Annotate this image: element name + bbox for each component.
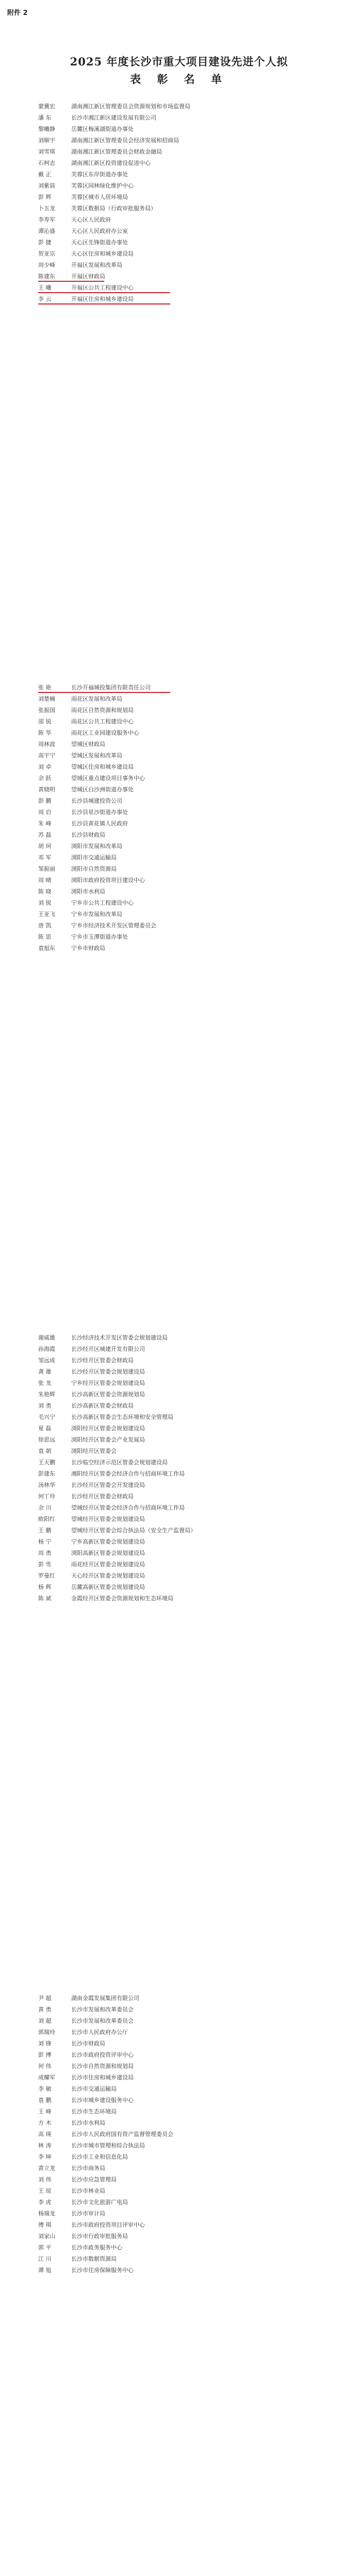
work-unit: 长沙经开区管委会规划建设局 [71, 1368, 145, 1375]
section-2 [38, 682, 327, 954]
list-item [38, 807, 327, 818]
section-3 [38, 1332, 327, 1604]
list-item [38, 2185, 327, 2197]
work-unit: 长沙高新区管委会生态环境和安全管理局 [71, 1414, 173, 1420]
person-name: 谭沁盛 [38, 228, 55, 234]
person-name: 朱艳辉 [38, 1391, 55, 1398]
list-item [38, 1993, 327, 2004]
list-item [38, 863, 327, 875]
list-item [38, 784, 327, 795]
person-name: 张 艳 [38, 684, 52, 691]
person-name: 黄立龙 [38, 2165, 55, 2172]
list-item [38, 943, 327, 954]
person-name: 刘 锋 [38, 2040, 52, 2047]
list-item [38, 920, 327, 931]
list-item [38, 2083, 327, 2095]
list-item [38, 2106, 327, 2117]
person-name: 成耀军 [38, 2074, 55, 2081]
person-name: 尹 超 [38, 1995, 52, 2002]
work-unit: 芙蓉区数据局（行政审批服务局） [71, 205, 156, 212]
work-unit: 长沙经开区城建开发有限公司 [71, 1346, 145, 1352]
work-unit: 长沙市发展和改革委员会 [71, 2006, 134, 2013]
list-item [38, 1434, 327, 1446]
list-item [38, 1582, 327, 1593]
person-name: 刘 超 [38, 2018, 52, 2024]
list-item [38, 693, 327, 705]
list-item [38, 1457, 327, 1468]
person-name: 朱 峰 [38, 820, 52, 827]
list-item [38, 226, 327, 237]
person-name: 蒙冀宏 [38, 103, 55, 110]
person-name: 卜五龙 [38, 205, 55, 212]
list-item [38, 727, 327, 739]
person-name: 陈 思 [38, 934, 52, 940]
list-item [38, 886, 327, 897]
list-item [38, 875, 327, 886]
work-unit: 望城经开区管委会规划建设局 [71, 1516, 145, 1522]
work-unit: 长沙市城乡建设服务中心 [71, 2097, 134, 2104]
work-unit: 浏阳市政府投资项目建设中心 [71, 877, 145, 884]
work-unit: 雨花区自然资源和规划局 [71, 707, 134, 714]
person-name: 陈建东 [38, 273, 55, 280]
list-item [38, 158, 327, 169]
work-unit: 浏阳市自然资源局 [71, 866, 117, 872]
work-unit: 长沙市政府投资评审中心 [71, 2052, 134, 2058]
person-name: 刘家山 [38, 2233, 55, 2240]
list-item [38, 682, 327, 693]
person-name: 黄 勇 [38, 2006, 52, 2013]
list-item [38, 1332, 327, 1344]
work-unit: 长沙市交通运输局 [71, 2086, 117, 2092]
list-item [38, 1412, 327, 1423]
list-item [38, 2072, 327, 2083]
person-name: 石柯志 [38, 160, 55, 166]
person-name: 周少峰 [38, 262, 55, 268]
person-name: 杨 辉 [38, 1584, 52, 1590]
list-item [38, 260, 327, 271]
page-title: 2025 年度长沙市重大项目建设先进个人拟 [70, 55, 288, 68]
work-unit: 长沙市应急管理局 [71, 2176, 117, 2183]
list-item [38, 146, 327, 158]
person-name: 刘 勇 [38, 1402, 52, 1409]
person-name: 胡 珂 [38, 843, 52, 850]
person-name: 周林波 [38, 741, 55, 748]
list-item [38, 1400, 327, 1412]
person-name: 孙海霞 [38, 1346, 55, 1352]
person-name: 李寿军 [38, 216, 55, 223]
list-item [38, 1344, 327, 1355]
person-name: 彭建东 [38, 1470, 55, 1477]
person-name: 刘紫晨 [38, 182, 55, 189]
work-unit: 望城经开区管委会经济合作与招商环境工作局 [71, 1504, 185, 1511]
person-name: 余 川 [38, 1504, 52, 1511]
list-item [38, 818, 327, 829]
work-unit: 岳麓区梅溪湖街道办事处 [71, 126, 134, 132]
person-name: 郭瑞玲 [38, 2029, 55, 2036]
work-unit: 长沙市商务局 [71, 2165, 105, 2172]
work-unit: 宁乡市玉潭街道办事处 [71, 934, 128, 940]
list-item [38, 2208, 327, 2219]
list-item [38, 203, 327, 214]
person-name: 李 敏 [38, 2086, 52, 2092]
work-unit: 天心区人民政府办公室 [71, 228, 128, 234]
section-4 [38, 1993, 327, 2276]
person-name: 高宇宁 [38, 752, 55, 759]
work-unit: 长沙市住房和城乡建设局 [71, 2074, 134, 2081]
work-unit: 宁乡经开区管委会规划建设局 [71, 1380, 145, 1386]
person-name: 戴 正 [38, 171, 52, 178]
attachment-label: 附件 2 [7, 9, 28, 17]
list-item [38, 1378, 327, 1389]
person-name: 王 峰 [38, 2108, 52, 2115]
work-unit: 雨花区公共工程建设中心 [71, 718, 134, 725]
list-item [38, 705, 327, 716]
work-unit: 长沙经济技术开发区管委会规划建设局 [71, 1334, 168, 1341]
work-unit: 浏阳市交通运输局 [71, 854, 117, 861]
work-unit: 长沙市住房保障服务中心 [71, 2267, 134, 2274]
work-unit: 望城区住房和城乡建设局 [71, 764, 134, 770]
person-name: 王天鹏 [38, 1459, 55, 1466]
person-name: 刘顺宇 [38, 137, 55, 144]
work-unit: 长沙市政务服务中心 [71, 2244, 122, 2251]
list-item [38, 1355, 327, 1366]
red-underline-mark [38, 303, 170, 304]
person-name: 高 瑛 [38, 2131, 52, 2138]
list-item [38, 909, 327, 920]
list-item [38, 897, 327, 909]
list-item [38, 282, 327, 294]
work-unit: 长沙市人民政府国有资产监督管理委员会 [71, 2131, 173, 2138]
person-name: 彭 鹏 [38, 798, 52, 804]
work-unit: 长沙市发展和改革委员会 [71, 2018, 134, 2024]
person-name: 苏 磊 [38, 832, 52, 838]
list-item [38, 1480, 327, 1491]
work-unit: 望城区重点建设项目事务中心 [71, 775, 145, 782]
person-name: 周 晴 [38, 877, 52, 884]
work-unit: 长沙市数据资源局 [71, 2256, 117, 2262]
work-unit: 长沙高新区管委会资源规划局 [71, 1391, 145, 1398]
list-item [38, 294, 327, 305]
list-item [38, 135, 327, 146]
work-unit: 天心区先锋街道办事处 [71, 239, 128, 246]
work-unit: 湘阳经开区管委会经济合作与招商环境工作局 [71, 1470, 185, 1477]
person-name: 周 勇 [38, 1550, 52, 1556]
person-name: 王 鹏 [38, 1527, 52, 1534]
person-name: 谭 旭 [38, 2267, 52, 2274]
person-name: 何丁玲 [38, 1493, 55, 1500]
work-unit: 开福区住房和城乡建设局 [71, 296, 134, 302]
list-item [38, 1423, 327, 1434]
work-unit: 浏阳市水利局 [71, 888, 105, 895]
list-item [38, 773, 327, 784]
list-item [38, 2095, 327, 2106]
person-name: 周 启 [38, 809, 52, 816]
work-unit: 长沙市自然资源和规划局 [71, 2063, 134, 2070]
work-unit: 长沙县星沙街道办事处 [71, 809, 128, 816]
person-name: 王 琼 [38, 2188, 52, 2194]
person-name: 江 川 [38, 2256, 52, 2262]
work-unit: 望城区白沙洲街道办事处 [71, 786, 134, 793]
work-unit: 开福区发展和改革局 [71, 262, 122, 268]
work-unit: 长沙临空经济示范区管委会规划建设局 [71, 1459, 168, 1466]
person-name: 王 曦 [38, 284, 52, 291]
work-unit: 天心区住房和城乡建设局 [71, 250, 134, 257]
list-item [38, 761, 327, 773]
work-unit: 金霞经开区管委会资源规划和生态环境局 [71, 1595, 173, 1602]
list-item [38, 2004, 327, 2015]
list-item [38, 101, 327, 112]
work-unit: 天心区人民政府 [71, 216, 111, 223]
work-unit: 湖南金霞发展集团有限公司 [71, 1995, 139, 2002]
person-name: 谢威雄 [38, 1334, 55, 1341]
person-name: 彭 博 [38, 2052, 52, 2058]
work-unit: 长沙经开区管委会开发建设局 [71, 1482, 145, 1488]
list-item [38, 2253, 327, 2265]
list-item [38, 112, 327, 124]
list-item [38, 124, 327, 135]
person-name: 袁旭东 [38, 945, 55, 952]
person-name: 余 跃 [38, 775, 52, 782]
list-item [38, 2242, 327, 2253]
work-unit: 长沙市城市管理和综合执法局 [71, 2142, 145, 2149]
work-unit: 浏阳经开区管委会 [71, 1448, 117, 1454]
work-unit: 湖南湘江新区管理委员会经济发展和招商局 [71, 137, 179, 144]
list-item [38, 2038, 327, 2049]
person-name: 袁 朝 [38, 1448, 52, 1454]
person-name: 彭 捷 [38, 239, 52, 246]
list-item [38, 2027, 327, 2038]
list-item [38, 1559, 327, 1570]
person-name: 龚 雄 [38, 1368, 52, 1375]
list-item [38, 1389, 327, 1400]
work-unit: 岳麓高新区管委会规划建设局 [71, 1584, 145, 1590]
person-name: 杨瑞龙 [38, 2210, 55, 2217]
work-unit: 宁乡市发展和改革局 [71, 911, 122, 918]
work-unit: 浏阳高新区管委会规划建设局 [71, 1550, 145, 1556]
list-item [38, 2015, 327, 2027]
person-name: 彭 辉 [38, 194, 52, 200]
list-item [38, 237, 327, 248]
work-unit: 长沙县黄花镇人民政府 [71, 820, 128, 827]
red-underline-mark [38, 692, 170, 693]
person-name: 汤林华 [38, 1482, 55, 1488]
work-unit: 湖南湘江新区管理委员会财政金融局 [71, 148, 162, 155]
person-name: 李 虎 [38, 2199, 52, 2206]
list-item [38, 2117, 327, 2129]
work-unit: 湖南湘江新区管理委员会资源规划和市场监督局 [71, 103, 190, 110]
list-item [38, 1514, 327, 1525]
work-unit: 长沙市文化旅游广电局 [71, 2199, 128, 2206]
work-unit: 长沙开福城投集团有限责任公司 [71, 684, 151, 691]
person-name: 方 木 [38, 2120, 52, 2126]
person-name: 陈 斌 [38, 1595, 52, 1602]
work-unit: 宁乡市财政局 [71, 945, 105, 952]
list-item [38, 716, 327, 727]
work-unit: 雨花区工业园建设服务中心 [71, 730, 139, 736]
work-unit: 长沙市审计局 [71, 2210, 105, 2217]
work-unit: 宁乡市公共工程建设中心 [71, 900, 134, 906]
work-unit: 长沙市林业局 [71, 2188, 105, 2194]
work-unit: 雨花区发展和改革局 [71, 696, 122, 702]
list-item [38, 2129, 327, 2140]
list-item [38, 2049, 327, 2061]
work-unit: 长沙县财政局 [71, 832, 105, 838]
person-name: 李 坤 [38, 2154, 52, 2160]
list-item [38, 1446, 327, 1457]
list-item [38, 852, 327, 863]
person-name: 刘 卓 [38, 764, 52, 770]
list-item [38, 169, 327, 180]
work-unit: 长沙市工业和信息化局 [71, 2154, 128, 2160]
work-unit: 浏阳经开区管委会产业发展局 [71, 1436, 145, 1443]
work-unit: 长沙市政府投资项目评审中心 [71, 2222, 145, 2228]
person-name: 刘楚楠 [38, 696, 55, 702]
list-item [38, 829, 327, 841]
work-unit: 长沙市人民政府办公厅 [71, 2029, 128, 2036]
list-item [38, 841, 327, 852]
work-unit: 望城经开区管委会综合执法局（安全生产监督局） [71, 1527, 196, 1534]
person-name: 王亚飞 [38, 911, 55, 918]
list-item [38, 1570, 327, 1582]
person-name: 邵 锐 [38, 718, 52, 725]
list-item [38, 214, 327, 226]
person-name: 袁 鹏 [38, 2097, 52, 2104]
list-item [38, 739, 327, 750]
person-name: 夏 磊 [38, 1425, 52, 1432]
work-unit: 长沙市湘江新区建设发展有限公司 [71, 114, 156, 121]
list-item [38, 2265, 327, 2276]
work-unit: 长沙市生态环境局 [71, 2108, 117, 2115]
list-item [38, 1536, 327, 1548]
work-unit: 开福区公共工程建设中心 [71, 284, 134, 291]
list-item [38, 2151, 327, 2163]
list-item [38, 931, 327, 943]
person-name: 傅 琪 [38, 2222, 52, 2228]
work-unit: 湖南湘江新区投资建设促进中心 [71, 160, 151, 166]
list-item [38, 1366, 327, 1378]
person-name: 欧阳红 [38, 1516, 55, 1522]
list-item [38, 1468, 327, 1480]
person-name: 徐思远 [38, 1436, 55, 1443]
person-name: 陈 华 [38, 730, 52, 736]
work-unit: 浏阳经开区管委会规划建设局 [71, 1425, 145, 1432]
work-unit: 开福区财政局 [71, 273, 105, 280]
list-item [38, 1525, 327, 1536]
person-name: 邓 军 [38, 854, 52, 861]
list-item [38, 180, 327, 192]
work-unit: 长沙市财政局 [71, 2040, 105, 2047]
list-item [38, 2231, 327, 2242]
work-unit: 望城区发展和改革局 [71, 752, 122, 759]
work-unit: 长沙市水利局 [71, 2120, 105, 2126]
person-name: 彭 雪 [38, 1561, 52, 1568]
person-name: 唐 凯 [38, 922, 52, 929]
person-name: 陈 晓 [38, 888, 52, 895]
person-name: 刘雪琪 [38, 148, 55, 155]
list-item [38, 248, 327, 260]
person-name: 张振国 [38, 707, 55, 714]
person-name: 罗曼红 [38, 1572, 55, 1579]
list-item [38, 1548, 327, 1559]
list-item [38, 1502, 327, 1514]
work-unit: 芙蓉区东岸街道办事处 [71, 171, 128, 178]
list-item [38, 1593, 327, 1604]
person-name: 张 龙 [38, 1380, 52, 1386]
list-item [38, 271, 327, 282]
list-item [38, 2140, 327, 2151]
list-item [38, 2197, 327, 2208]
person-name: 何 伟 [38, 2063, 52, 2070]
work-unit: 长沙市行政审批服务局 [71, 2233, 128, 2240]
work-unit: 宁乡高新区管委会规划建设局 [71, 1538, 145, 1545]
person-name: 黎曦静 [38, 126, 55, 132]
page-subtitle: 表 彰 名 单 [130, 73, 228, 86]
person-name: 邹远成 [38, 1357, 55, 1364]
red-underline-mark [38, 292, 170, 293]
work-unit: 芙蓉区城市人居环境局 [71, 194, 128, 200]
person-name: 潘 东 [38, 114, 52, 121]
list-item [38, 795, 327, 807]
person-name: 毛兴宁 [38, 1414, 55, 1420]
work-unit: 长沙经开区管委会财政局 [71, 1357, 134, 1364]
list-item [38, 2219, 327, 2231]
work-unit: 长沙高新区管委会财政局 [71, 1402, 134, 1409]
work-unit: 天心经开区管委会规划建设局 [71, 1572, 145, 1579]
list-item [38, 750, 327, 761]
person-name: 李 云 [38, 296, 52, 302]
red-underline-mark [38, 281, 104, 282]
work-unit: 雨花经开区管委会规划建设局 [71, 1561, 145, 1568]
list-item [38, 2174, 327, 2185]
list-item [38, 1491, 327, 1502]
work-unit: 长沙县城建投资公司 [71, 798, 122, 804]
list-item [38, 2163, 327, 2174]
work-unit: 浏阳市发展和改革局 [71, 843, 122, 850]
person-name: 邹振丽 [38, 866, 55, 872]
work-unit: 望城区财政局 [71, 741, 105, 748]
person-name: 刘 锐 [38, 900, 52, 906]
person-name: 贺亚宗 [38, 250, 55, 257]
person-name: 黄晓明 [38, 786, 55, 793]
list-item [38, 192, 327, 203]
person-name: 林 涛 [38, 2142, 52, 2149]
work-unit: 芙蓉区园林绿化维护中心 [71, 182, 134, 189]
work-unit: 宁乡市经济技术开发区管理委员会 [71, 922, 156, 929]
person-name: 杨 宁 [38, 1538, 52, 1545]
person-name: 刘 伟 [38, 2176, 52, 2183]
list-item [38, 2061, 327, 2072]
section-1 [38, 101, 327, 305]
work-unit: 长沙经开区管委会财政局 [71, 1493, 134, 1500]
person-name: 郭 平 [38, 2244, 52, 2251]
